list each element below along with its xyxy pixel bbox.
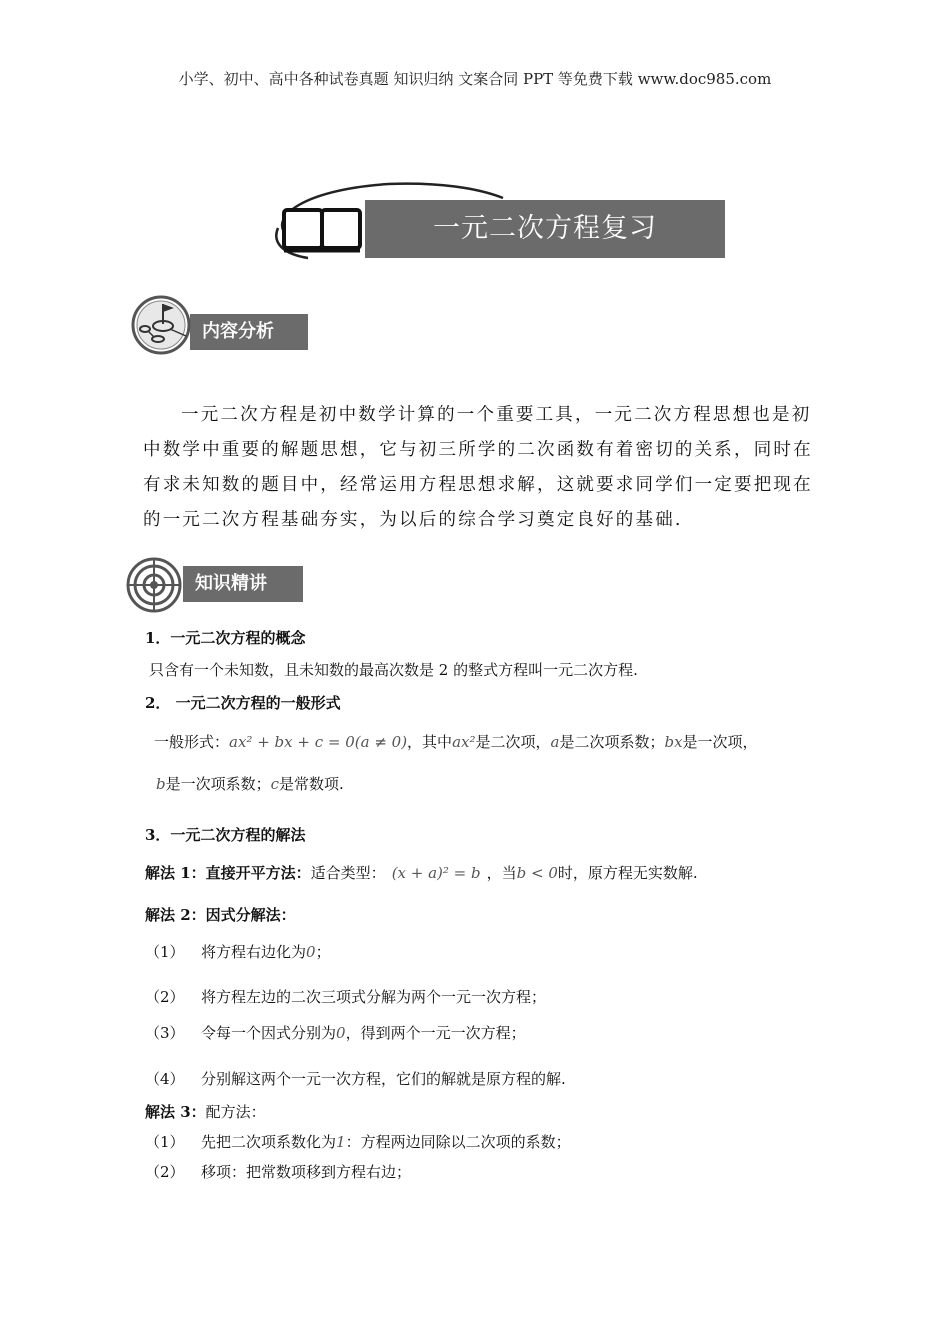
analysis-paragraph: 一元二次方程是初中数学计算的一个重要工具，一元二次方程思想也是初中数学中重要的解题思想，它与初三所学的二次函数有着密切的关系，同时在有求未知数的题目中，经常运用方程思想求解，这就要求同学们一定要把现在的一元二次方程基础夯实，为以后的综合学习奠定良好的基础. — [143, 405, 813, 530]
term: a — [550, 733, 560, 751]
text: ：方程两边同除以二次项的系数； — [345, 1133, 571, 1151]
page-title: 一元二次方程复习 — [365, 200, 725, 258]
flag-target-icon — [130, 294, 196, 356]
text: ，其中 — [407, 733, 453, 751]
m3-step — [145, 1161, 411, 1182]
heading-concept: 1．一元二次方程的概念 — [145, 629, 306, 647]
text: 分别解这两个一元一次方程，它们的解就是原方程的解. — [201, 1070, 566, 1088]
text: ，当 — [486, 864, 517, 882]
text: 一般形式： — [154, 733, 230, 751]
step-number: （2） — [145, 1163, 185, 1181]
m2-step — [145, 1022, 526, 1043]
concept-text: 只含有一个未知数，且未知数的最高次数是 2 的整式方程叫一元二次方程. — [149, 661, 638, 679]
m2-step — [145, 986, 546, 1007]
method-label: 解法 1：直接开平方法： — [145, 864, 311, 882]
term: b — [156, 775, 166, 793]
text: 是常数项. — [279, 775, 344, 793]
m2-step — [145, 941, 331, 962]
text: ，得到两个一元一次方程； — [345, 1024, 526, 1042]
page-header: 小学、初中、高中各种试卷真题 知识归纳 文案合同 PPT 等免费下载 www.doc985.com — [178, 70, 772, 88]
method-2-label: 解法 2：因式分解法： — [145, 906, 296, 924]
math: 0 — [306, 943, 316, 961]
text: 时，原方程无实数解. — [557, 864, 698, 882]
method-label: 解法 3： — [145, 1103, 206, 1121]
section-label: 知识精讲 — [183, 566, 303, 602]
section-head-analysis — [130, 294, 310, 356]
method-1-line — [145, 862, 698, 883]
step-number: （4） — [145, 1070, 185, 1088]
general-form-line-2 — [156, 773, 344, 794]
text: 令每一个因式分别为 — [201, 1024, 337, 1042]
equation: (x + a)² = b — [391, 864, 481, 882]
text: 是二次项系数； — [559, 733, 665, 751]
heading-general-form: 2． 一元二次方程的一般形式 — [145, 694, 341, 712]
m3-step — [145, 1131, 571, 1152]
math: 0 — [336, 1024, 346, 1042]
section-label: 内容分析 — [190, 314, 308, 350]
term: ax² — [452, 733, 476, 751]
title-banner — [268, 180, 738, 262]
text: 是二次项， — [475, 733, 551, 751]
condition: b < 0 — [516, 864, 558, 882]
general-form-line — [154, 731, 758, 752]
text: 先把二次项系数化为 — [201, 1133, 337, 1151]
term: c — [270, 775, 280, 793]
text: 将方程左边的二次三项式分解为两个一元一次方程； — [201, 988, 547, 1006]
text: 将方程右边化为 — [201, 943, 307, 961]
math: 1 — [336, 1133, 346, 1151]
step-number: （2） — [145, 988, 185, 1006]
step-number: （1） — [145, 943, 185, 961]
text: 适合类型： — [310, 864, 386, 882]
equation: ax² + bx + c = 0(a ≠ 0) — [229, 733, 408, 751]
text: 移项：把常数项移到方程右边； — [201, 1163, 412, 1181]
text: 是一次项， — [682, 733, 758, 751]
method-3-line — [145, 1101, 266, 1122]
section-head-knowledge — [126, 556, 306, 618]
target-icon — [126, 556, 186, 616]
text: 配方法： — [205, 1103, 266, 1121]
text: ； — [315, 943, 331, 961]
step-number: （1） — [145, 1133, 185, 1151]
step-number: （3） — [145, 1024, 185, 1042]
term: bx — [664, 733, 683, 751]
heading-methods: 3．一元二次方程的解法 — [145, 826, 306, 844]
m2-step — [145, 1068, 566, 1089]
text: 是一次项系数； — [165, 775, 271, 793]
